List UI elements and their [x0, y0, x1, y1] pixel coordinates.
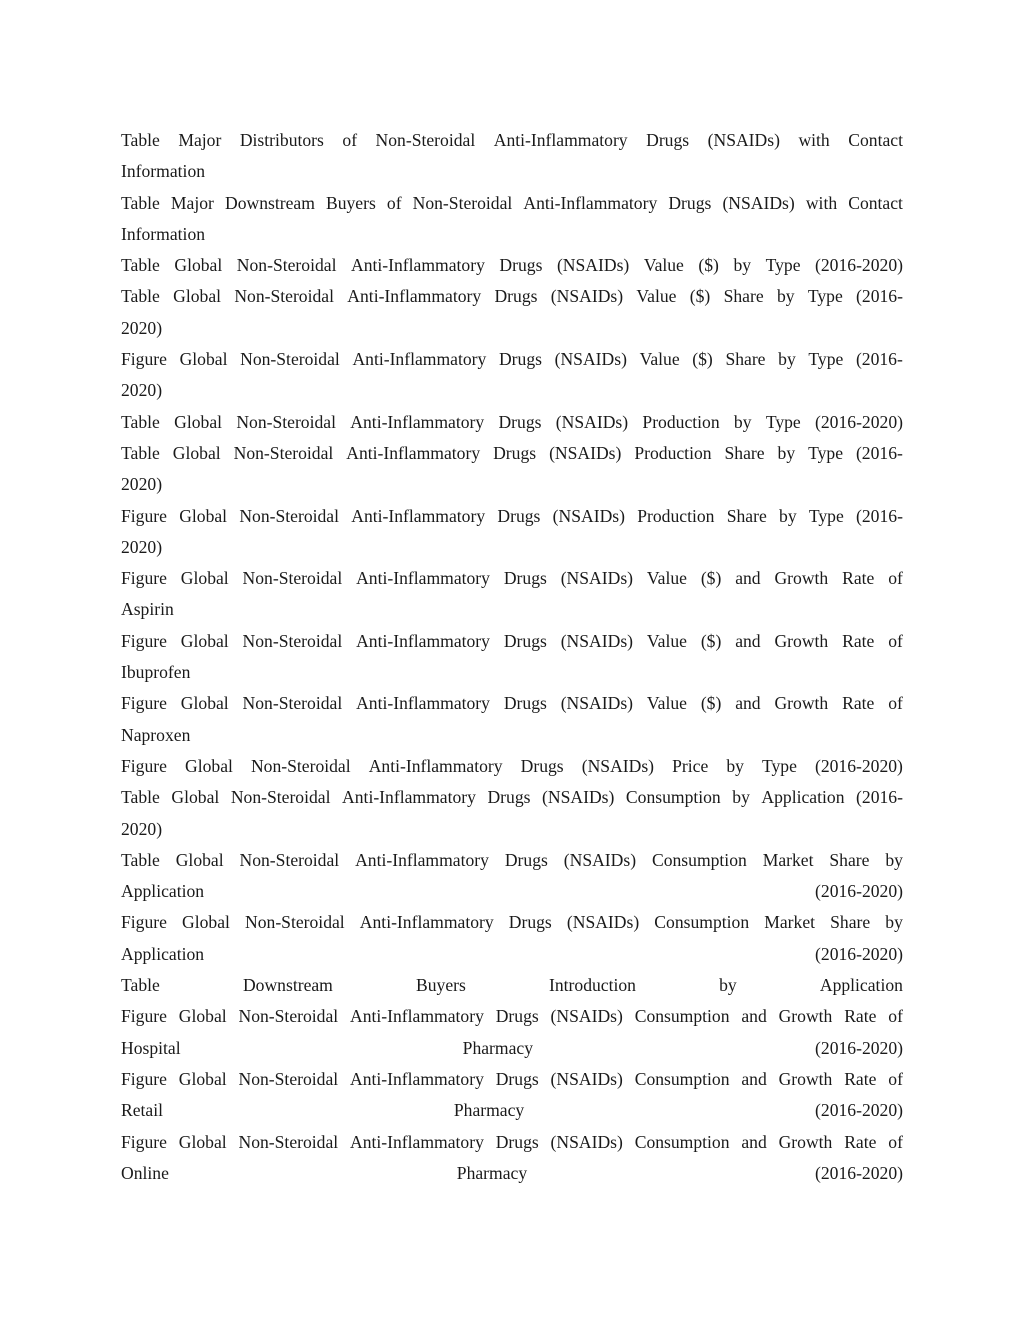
entry-line [121, 1127, 903, 1158]
list-entry [121, 1001, 903, 1064]
entry-word: Value [643, 255, 684, 276]
entry-line [121, 1033, 903, 1064]
entry-word: Table [121, 787, 160, 808]
entry-word: Non-Steroidal [245, 912, 345, 933]
entry-word: Non-Steroidal [236, 255, 337, 276]
entry-word: (2016- [855, 349, 903, 370]
entry-word: Application [121, 881, 205, 902]
entry-word: and [741, 1068, 767, 1089]
entry-word: by [719, 975, 737, 996]
list-entry [121, 125, 903, 188]
entry-word: 2020) [121, 474, 163, 495]
entry-word: (2016-2020) [815, 881, 903, 902]
entry-word: Share [725, 349, 766, 370]
entry-word: ($) [700, 630, 722, 651]
entry-word: by [779, 505, 797, 526]
entry-word: Type [807, 286, 843, 307]
entry-word: 2020) [121, 317, 163, 338]
entry-line [121, 939, 903, 970]
entry-word: Type [808, 349, 844, 370]
entry-word: Anti-Inflammatory [359, 912, 494, 933]
entry-word: Global [180, 568, 229, 589]
entry-line [121, 469, 903, 500]
entry-word: Value [646, 630, 687, 651]
entry-word: Consumption [651, 849, 747, 870]
list-entry [121, 1127, 903, 1190]
entry-word: Application [819, 975, 903, 996]
entry-word: Price [672, 755, 709, 776]
entry-word: ($) [692, 349, 713, 370]
entry-word: Anti-Inflammatory [351, 505, 486, 526]
entry-word: Non-Steroidal [242, 630, 343, 651]
entry-word: by [778, 349, 796, 370]
entry-word: Anti-Inflammatory [493, 130, 628, 150]
entry-line [121, 1158, 903, 1189]
entry-line [121, 219, 903, 250]
entry-word: Non-Steroidal [238, 1006, 339, 1027]
entry-word: Distributors [239, 130, 324, 150]
entry-word: by [776, 286, 795, 307]
entry-line [121, 407, 903, 438]
entry-line [121, 188, 903, 219]
entry-line [121, 1001, 903, 1032]
list-entry [121, 501, 903, 564]
entry-word: (NSAIDs) [707, 130, 780, 150]
entry-word: Drugs [499, 255, 543, 276]
entry-word: ($) [700, 693, 722, 714]
entry-word: Drugs [495, 1006, 539, 1027]
entry-word: and [735, 568, 761, 589]
entry-word: (2016-2020) [815, 1100, 903, 1121]
entry-word: Non-Steroidal [239, 849, 340, 870]
entry-word: of [888, 693, 903, 714]
entry-word: Drugs [504, 849, 548, 870]
entry-word: (2016-2020) [815, 255, 903, 276]
entry-word: Non-Steroidal [242, 693, 343, 714]
entry-word: of [888, 1068, 903, 1089]
entry-word: (NSAIDs) [555, 411, 629, 432]
entry-word: Drugs [668, 192, 712, 213]
entry-word: Downstream [224, 192, 315, 213]
entry-word: Share [726, 505, 767, 526]
entry-word: Global [172, 442, 221, 463]
entry-word: Ibuprofen [121, 662, 191, 683]
entry-word: Anti-Inflammatory [368, 755, 503, 776]
entry-word: Retail [121, 1100, 164, 1121]
list-entry [121, 907, 903, 970]
entry-word: Global [178, 1006, 227, 1027]
entry-word: Contact [848, 192, 903, 213]
entry-word: Information [121, 223, 206, 244]
list-entry [121, 188, 903, 251]
entry-word: Non-Steroidal [230, 787, 331, 808]
entry-word: Global [185, 755, 233, 776]
entry-word: Consumption [654, 912, 750, 933]
entry-word: Anti-Inflammatory [356, 630, 490, 651]
entry-word: Global [179, 505, 228, 526]
entry-word: Figure [121, 755, 167, 776]
entry-word: by [733, 411, 752, 432]
entry-word: Drugs [495, 1068, 539, 1089]
entry-word: Drugs [498, 349, 542, 370]
entry-word: Figure [121, 630, 167, 651]
entry-word: Anti-Inflammatory [356, 693, 490, 714]
entry-word: of [342, 130, 358, 150]
entry-word: (NSAIDs) [550, 1006, 623, 1027]
entry-word: Figure [121, 505, 167, 526]
entry-word: by [777, 442, 796, 463]
entry-word: Anti-Inflammatory [350, 411, 485, 432]
entry-word: (2016-2020) [815, 411, 903, 432]
entry-word: Anti-Inflammatory [351, 255, 485, 276]
list-entry [121, 688, 903, 751]
entry-word: Type [765, 411, 801, 432]
entry-word: Share [724, 442, 765, 463]
entry-word: (NSAIDs) [722, 192, 795, 213]
entry-line [121, 1064, 903, 1095]
entry-line [121, 845, 903, 876]
entry-line [121, 782, 903, 813]
entry-word: of [386, 192, 402, 213]
entry-word: Share [830, 912, 871, 933]
entry-word: with [798, 130, 830, 150]
entry-word: (NSAIDs) [566, 912, 640, 933]
entry-word: of [888, 1006, 903, 1027]
entry-word: Major [178, 130, 222, 150]
entry-line [121, 720, 903, 751]
entry-line [121, 438, 903, 469]
entry-line [121, 688, 903, 719]
entry-word: Growth [778, 1131, 833, 1152]
entry-word: (NSAIDs) [552, 505, 625, 526]
entry-word: Anti-Inflammatory [350, 1006, 484, 1027]
entry-word: Non-Steroidal [238, 1068, 339, 1089]
entry-word: Growth [774, 630, 829, 651]
entry-word: Value [636, 286, 677, 307]
entry-word: Drugs [503, 568, 547, 589]
entry-word: Global [179, 349, 228, 370]
entry-word: Anti-Inflammatory [355, 849, 489, 870]
entry-word: Anti-Inflammatory [350, 1131, 484, 1152]
entry-word: Anti-Inflammatory [352, 349, 487, 370]
entry-word: (NSAIDs) [550, 1131, 623, 1152]
entry-word: Rate [844, 1068, 877, 1089]
entry-word: (2016- [856, 286, 903, 307]
entry-word: Consumption [634, 1006, 730, 1027]
entry-word: Drugs [493, 442, 537, 463]
entry-word: (NSAIDs) [550, 1068, 623, 1089]
entry-word: Contact [848, 130, 903, 150]
entry-word: ($) [689, 286, 711, 307]
entry-word: Production [634, 442, 712, 463]
list-entry [121, 344, 903, 407]
entry-word: Global [178, 1131, 227, 1152]
entry-word: (NSAIDs) [560, 630, 634, 651]
entry-word: of [888, 568, 903, 589]
list-entry [121, 626, 903, 689]
entry-word: Information [121, 161, 206, 182]
entry-word: Non-Steroidal [236, 411, 336, 432]
list-entry [121, 250, 903, 281]
document-body [121, 125, 903, 1189]
list-entry [121, 563, 903, 626]
entry-word: Online [121, 1162, 169, 1183]
entry-word: Rate [842, 630, 875, 651]
entry-word: Figure [121, 1131, 167, 1152]
entry-word: Non-Steroidal [250, 755, 351, 776]
entry-word: Major [170, 192, 214, 213]
entry-word: 2020) [121, 818, 163, 839]
entry-word: Hospital [121, 1037, 181, 1058]
entry-word: Downstream [242, 975, 333, 996]
entry-word: (NSAIDs) [560, 693, 634, 714]
entry-word: (2016-2020) [815, 1037, 903, 1058]
entry-word: Drugs [503, 630, 547, 651]
entry-word: by [732, 787, 750, 808]
entry-word: Drugs [520, 755, 564, 776]
entry-word: Type [808, 505, 844, 526]
entry-word: Application [121, 943, 205, 964]
entry-word: Growth [778, 1068, 833, 1089]
entry-word: Consumption [625, 787, 721, 808]
entry-word: (2016-2020) [815, 1162, 903, 1183]
entry-word: (NSAIDs) [581, 755, 655, 776]
entry-line [121, 250, 903, 281]
entry-word: Type [765, 255, 801, 276]
entry-word: Pharmacy [462, 1037, 534, 1058]
entry-word: Global [180, 630, 229, 651]
entry-word: (NSAIDs) [554, 349, 627, 370]
entry-word: Non-Steroidal [234, 286, 334, 307]
entry-line [121, 125, 903, 156]
entry-word: Table [121, 286, 160, 307]
entry-word: (NSAIDs) [556, 255, 630, 276]
entry-word: Non-Steroidal [412, 192, 513, 213]
entry-word: of [888, 630, 903, 651]
entry-word: Buyers [325, 192, 376, 213]
entry-word: Type [761, 755, 797, 776]
entry-word: Table [121, 130, 160, 150]
entry-word: Global [174, 411, 223, 432]
entry-word: Drugs [498, 411, 542, 432]
entry-word: Rate [842, 568, 875, 589]
entry-word: Figure [121, 912, 167, 933]
entry-line [121, 375, 903, 406]
entry-word: Figure [121, 693, 167, 714]
entry-word: Figure [121, 349, 167, 370]
entry-word: Rate [844, 1131, 877, 1152]
entry-word: of [888, 1131, 903, 1152]
entry-word: and [741, 1006, 767, 1027]
entry-word: Global [178, 1068, 227, 1089]
entry-word: Global [171, 787, 220, 808]
entry-word: Growth [774, 568, 829, 589]
entry-word: Consumption [634, 1131, 730, 1152]
entry-word: Anti-Inflammatory [356, 568, 490, 589]
entry-word: Table [121, 192, 160, 213]
entry-word: Non-Steroidal [242, 568, 343, 589]
list-entry [121, 782, 903, 845]
entry-word: Anti-Inflammatory [347, 286, 482, 307]
entry-line [121, 970, 903, 1001]
entry-word: Table [121, 255, 160, 276]
entry-word: Introduction [549, 975, 636, 996]
entry-line [121, 313, 903, 344]
list-entry [121, 970, 903, 1001]
list-entry [121, 751, 903, 782]
list-entry [121, 438, 903, 501]
entry-word: Rate [842, 693, 875, 714]
entry-word: with [805, 192, 838, 213]
entry-line [121, 281, 903, 312]
entry-word: (NSAIDs) [549, 442, 622, 463]
entry-word: Consumption [634, 1068, 730, 1089]
entry-line [121, 876, 903, 907]
entry-line [121, 814, 903, 845]
entry-word: and [735, 630, 761, 651]
entry-line [121, 657, 903, 688]
entry-word: Figure [121, 1006, 167, 1027]
entry-line [121, 1095, 903, 1126]
entry-word: Type [808, 442, 843, 463]
entry-word: (2016-2020) [814, 755, 903, 776]
entry-word: (2016- [855, 442, 903, 463]
entry-word: (NSAIDs) [542, 787, 615, 808]
entry-word: (NSAIDs) [560, 568, 634, 589]
entry-word: Drugs [494, 286, 538, 307]
entry-word: Value [646, 693, 687, 714]
entry-word: 2020) [121, 536, 163, 557]
entry-word: Pharmacy [453, 1100, 525, 1121]
entry-line [121, 626, 903, 657]
entry-word: Drugs [495, 1131, 539, 1152]
entry-word: Non-Steroidal [239, 505, 340, 526]
entry-word: Naproxen [121, 724, 191, 745]
entry-word: Anti-Inflammatory [342, 787, 476, 808]
entry-word: Table [121, 849, 160, 870]
entry-word: Drugs [646, 130, 690, 150]
entry-word: Figure [121, 1068, 167, 1089]
list-entry [121, 407, 903, 438]
entry-word: Pharmacy [456, 1162, 528, 1183]
entry-word: (NSAIDs) [563, 849, 637, 870]
entry-word: ($) [700, 568, 722, 589]
entry-word: Anti-Inflammatory [350, 1068, 484, 1089]
entry-word: Buyers [416, 975, 466, 996]
entry-word: (2016- [856, 787, 903, 808]
list-entry [121, 1064, 903, 1127]
entry-word: Share [723, 286, 764, 307]
entry-word: Application [761, 787, 845, 808]
entry-word: Growth [778, 1006, 833, 1027]
entry-word: Drugs [508, 912, 552, 933]
entry-line [121, 907, 903, 938]
entry-line [121, 501, 903, 532]
entry-line [121, 156, 903, 187]
entry-word: (2016-2020) [815, 943, 903, 964]
entry-word: Rate [844, 1006, 877, 1027]
entry-line [121, 532, 903, 563]
entry-line [121, 563, 903, 594]
entry-word: Global [175, 849, 224, 870]
list-entry [121, 845, 903, 908]
entry-word: Global [174, 255, 223, 276]
entry-word: by [726, 755, 744, 776]
entry-word: Value [646, 568, 687, 589]
entry-word: and [741, 1131, 767, 1152]
entry-word: Aspirin [121, 599, 174, 620]
entry-word: (2016- [856, 505, 903, 526]
entry-word: 2020) [121, 380, 163, 401]
entry-word: Table [121, 411, 160, 432]
entry-word: Market [762, 849, 814, 870]
entry-word: Production [642, 411, 720, 432]
entry-word: Global [182, 912, 230, 933]
entry-word: Non-Steroidal [240, 349, 340, 370]
entry-word: Global [173, 286, 222, 307]
entry-word: Anti-Inflammatory [523, 192, 658, 213]
entry-word: Market [764, 912, 816, 933]
entry-word: Growth [774, 693, 829, 714]
entry-word: Global [180, 693, 229, 714]
entry-word: Non-Steroidal [233, 442, 334, 463]
list-entry [121, 281, 903, 344]
entry-word: by [733, 255, 752, 276]
entry-word: Drugs [503, 693, 547, 714]
entry-word: Table [121, 442, 160, 463]
entry-word: Share [829, 849, 870, 870]
entry-word: Drugs [487, 787, 531, 808]
entry-word: Anti-Inflammatory [346, 442, 481, 463]
entry-line [121, 344, 903, 375]
entry-word: (NSAIDs) [550, 286, 624, 307]
entry-word: Table [121, 975, 160, 996]
entry-word: Non-Steroidal [238, 1131, 339, 1152]
entry-line [121, 594, 903, 625]
entry-word: by [885, 912, 903, 933]
entry-word: Drugs [497, 505, 541, 526]
entry-word: Figure [121, 568, 167, 589]
entry-word: Value [639, 349, 680, 370]
entry-word: ($) [698, 255, 719, 276]
entry-word: Production [637, 505, 715, 526]
entry-line [121, 751, 903, 782]
entry-word: by [885, 849, 903, 870]
entry-word: Non-Steroidal [375, 130, 476, 150]
entry-word: and [735, 693, 761, 714]
